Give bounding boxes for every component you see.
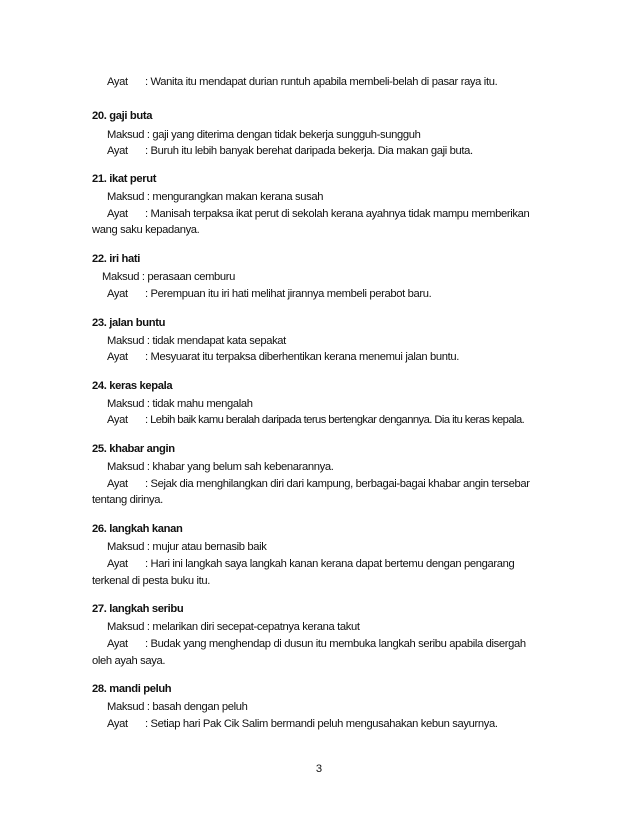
entry-heading: 20. gaji buta [92,110,153,122]
ayat-line [107,413,524,427]
maksud-line: Maksud : mengurangkan makan kerana susah [107,191,324,203]
ayat-text: : Buruh itu lebih banyak berehat daripada bekerja. Dia makan gaji buta. [145,145,473,157]
ayat-label: Ayat [107,76,128,88]
ayat-label: Ayat [107,288,128,300]
maksud-line: Maksud : basah dengan peluh [107,701,248,713]
entry-heading: 21. ikat perut [92,173,157,185]
maksud-line: Maksud : tidak mendapat kata sepakat [107,335,286,347]
ayat-text: : Hari ini langkah saya langkah kanan kerana dapat bertemu dengan pengarang [145,558,515,570]
ayat-label: Ayat [107,718,128,730]
ayat-label: Ayat [107,145,128,157]
page-number: 3 [315,763,323,775]
ayat-text: : Wanita itu mendapat durian runtuh apabila membeli-belah di pasar raya itu. [145,76,498,88]
entry-heading: 26. langkah kanan [92,523,183,535]
maksud-line: Maksud : tidak mahu mengalah [107,398,253,410]
ayat-continuation: terkenal di pesta buku itu. [92,575,211,587]
entry-heading: 28. mandi peluh [92,683,172,695]
maksud-line: Maksud : perasaan cemburu [102,271,236,283]
entry-heading: 22. iri hati [92,253,141,265]
ayat-text: : Mesyuarat itu terpaksa diberhentikan kerana menemui jalan buntu. [145,351,459,363]
entry-heading: 27. langkah seribu [92,603,184,615]
intro-ayat-line [107,75,497,89]
ayat-line [107,287,431,301]
ayat-text: : Sejak dia menghilangkan diri dari kampung, berbagai-bagai khabar angin tersebar [145,478,530,490]
ayat-text: : Perempuan itu iri hati melihat jirannya membeli perabot baru. [145,288,432,300]
ayat-text: : Manisah terpaksa ikat perut di sekolah kerana ayahnya tidak mampu memberikan [145,208,530,220]
ayat-label: Ayat [107,351,128,363]
maksud-line: Maksud : gaji yang diterima dengan tidak bekerja sungguh-sungguh [107,129,421,141]
ayat-line [107,477,530,491]
ayat-continuation: oleh ayah saya. [92,655,166,667]
ayat-line [107,207,529,221]
ayat-text: : Setiap hari Pak Cik Salim bermandi peluh mengusahakan kebun sayurnya. [145,718,498,730]
ayat-line [107,637,526,651]
ayat-line [107,350,459,364]
ayat-continuation: wang saku kepadanya. [92,224,200,236]
ayat-label: Ayat [107,208,128,220]
ayat-label: Ayat [107,558,128,570]
ayat-text: : Budak yang menghendap di dusun itu membuka langkah seribu apabila disergah [145,638,526,650]
maksud-line: Maksud : melarikan diri secepat-cepatnya kerana takut [107,621,360,633]
entry-heading: 23. jalan buntu [92,317,166,329]
entry-heading: 25. khabar angin [92,443,175,455]
ayat-label: Ayat [107,414,128,426]
ayat-line [107,144,473,158]
ayat-text: : Lebih baik kamu beralah daripada terus bertengkar dengannya. Dia itu keras kepala. [145,414,525,426]
ayat-label: Ayat [107,478,128,490]
ayat-line [107,717,498,731]
maksud-line: Maksud : khabar yang belum sah kebenarannya. [107,461,334,473]
maksud-line: Maksud : mujur atau bernasib baik [107,541,267,553]
entry-heading: 24. keras kepala [92,380,173,392]
ayat-continuation: tentang dirinya. [92,494,163,506]
ayat-label: Ayat [107,638,128,650]
ayat-line [107,557,514,571]
